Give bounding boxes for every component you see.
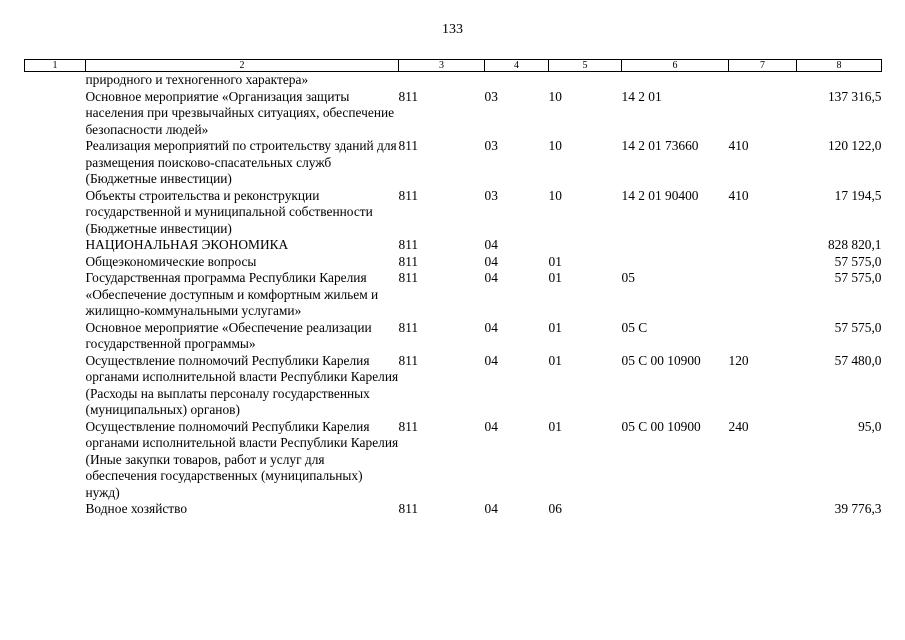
expense-type-code xyxy=(729,254,797,271)
subsection-code: 01 xyxy=(548,253,562,269)
target-article-code xyxy=(622,237,729,254)
amount: 57 480,0 xyxy=(834,352,882,368)
table-row xyxy=(25,353,882,419)
expense-name: НАЦИОНАЛЬНАЯ ЭКОНОМИКА xyxy=(85,237,289,252)
subsection-code xyxy=(549,237,622,254)
expense-name: Реализация мероприятий по строительству зданий для размещения поисково-спасательных служб (Бюджетные инвестиции) xyxy=(85,138,397,186)
column-header: 2 xyxy=(86,60,399,72)
grbs-code: 811 xyxy=(398,418,419,434)
amount: 39 776,3 xyxy=(834,501,882,516)
target-article-code xyxy=(622,254,729,271)
table-row xyxy=(25,188,882,238)
expense-name: Основное мероприятие «Организация защиты населения при чрезвычайных ситуациях, обеспечение безопасности людей» xyxy=(85,88,395,137)
table-row xyxy=(25,254,882,271)
section-code xyxy=(485,72,549,89)
grbs-code: 811 xyxy=(398,352,419,368)
expense-name: Государственная программа Республики Карелия «Обеспечение доступным и комфортным жильем и жилищно-коммунальными услугами» xyxy=(85,270,379,318)
column-header: 6 xyxy=(622,60,729,72)
expense-type-code xyxy=(729,89,797,139)
column-header: 4 xyxy=(485,60,549,72)
subsection-code: 01 xyxy=(548,352,562,368)
section-code: 04 xyxy=(484,237,498,252)
grbs-code: 811 xyxy=(398,138,419,153)
page-number: 133 xyxy=(442,22,463,37)
grbs-code: 811 xyxy=(398,270,419,285)
target-article-code: 05 С 00 10900 xyxy=(621,418,701,434)
column-header: 3 xyxy=(399,60,485,72)
grbs-code: 811 xyxy=(398,253,419,269)
amount xyxy=(797,72,882,89)
expense-type-code xyxy=(729,270,797,320)
section-code: 04 xyxy=(484,501,498,516)
expense-type-code xyxy=(729,237,797,254)
table-row xyxy=(25,138,882,188)
expense-type-code: 410 xyxy=(728,187,749,203)
expense-name: Общеэкономические вопросы xyxy=(85,253,257,269)
grbs-code: 811 xyxy=(398,237,419,252)
table-row xyxy=(25,237,882,254)
expense-type-code xyxy=(729,320,797,353)
subsection-code: 10 xyxy=(548,138,562,153)
expense-name: Осуществление полномочий Республики Карелия органами исполнительной власти Республики Карелия (Расходы на выплаты персоналу государственных (муниципальных) органов) xyxy=(85,352,399,417)
amount: 57 575,0 xyxy=(834,253,882,269)
target-article-code: 14 2 01 90400 xyxy=(621,187,699,203)
section-code: 03 xyxy=(484,138,498,153)
expense-name: Осуществление полномочий Республики Карелия органами исполнительной власти Республики Карелия (Иные закупки товаров, работ и услуг для обеспечения государственных (муниципальных) нужд) xyxy=(85,418,399,500)
section-code: 03 xyxy=(484,88,498,104)
target-article-code: 05 С xyxy=(621,319,648,335)
amount: 120 122,0 xyxy=(827,138,882,153)
section-code: 03 xyxy=(484,187,498,203)
column-number-row xyxy=(25,60,882,72)
expense-type-code: 120 xyxy=(728,352,749,368)
target-article-code: 05 xyxy=(621,270,635,285)
target-article-code xyxy=(622,501,729,518)
subsection-code: 10 xyxy=(548,187,562,203)
budget-table xyxy=(24,59,882,518)
target-article-code: 05 С 00 10900 xyxy=(621,352,701,368)
section-code: 04 xyxy=(484,418,498,434)
table-row xyxy=(25,89,882,139)
expense-type-code: 240 xyxy=(728,418,749,434)
section-code: 04 xyxy=(484,253,498,269)
target-article-code: 14 2 01 73660 xyxy=(621,138,699,153)
column-header: 7 xyxy=(729,60,797,72)
subsection-code: 01 xyxy=(548,418,562,434)
table-row xyxy=(25,270,882,320)
grbs-code: 811 xyxy=(398,88,419,104)
grbs-code: 811 xyxy=(398,501,419,516)
section-code: 04 xyxy=(484,319,498,335)
expense-type-code xyxy=(729,72,797,89)
expense-type-code: 410 xyxy=(728,138,749,153)
column-header: 1 xyxy=(25,60,86,72)
amount: 828 820,1 xyxy=(827,237,882,252)
expense-name: природного и техногенного характера» xyxy=(85,72,309,87)
grbs-code: 811 xyxy=(398,319,419,335)
table-row xyxy=(25,320,882,353)
expense-name: Водное хозяйство xyxy=(85,501,188,516)
subsection-code: 10 xyxy=(548,88,562,104)
grbs-code: 811 xyxy=(398,187,419,203)
table-row xyxy=(25,419,882,502)
section-code: 04 xyxy=(484,270,498,285)
column-header: 8 xyxy=(797,60,882,72)
expense-name: Объекты строительства и реконструкции государственной и муниципальной собственности (Бюджетные инвестиции) xyxy=(85,187,373,236)
expense-type-code xyxy=(729,501,797,518)
grbs-code xyxy=(399,72,485,89)
subsection-code: 01 xyxy=(548,270,562,285)
amount: 95,0 xyxy=(858,418,882,434)
target-article-code xyxy=(622,72,729,89)
amount: 137 316,5 xyxy=(827,88,882,104)
expense-name: Основное мероприятие «Обеспечение реализации государственной программы» xyxy=(85,319,372,351)
section-code: 04 xyxy=(484,352,498,368)
column-header: 5 xyxy=(549,60,622,72)
amount: 57 575,0 xyxy=(834,270,882,285)
table-row xyxy=(25,72,882,89)
amount: 57 575,0 xyxy=(834,319,882,335)
subsection-code: 06 xyxy=(548,501,562,516)
target-article-code: 14 2 01 xyxy=(621,88,662,104)
subsection-code: 01 xyxy=(548,319,562,335)
amount: 17 194,5 xyxy=(834,187,882,203)
table-row xyxy=(25,501,882,518)
subsection-code xyxy=(549,72,622,89)
